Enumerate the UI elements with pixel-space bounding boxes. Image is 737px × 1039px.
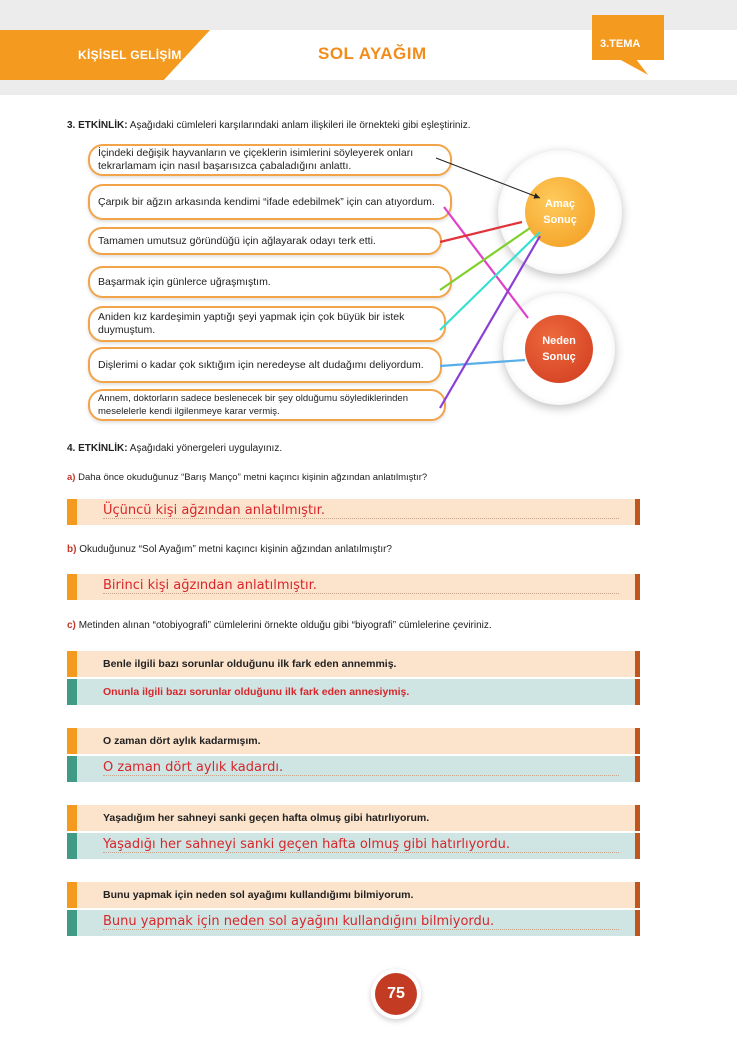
pair3-source: Yaşadığım her sahneyi sanki geçen hafta olmuş gibi hatırlıyorum. <box>103 812 430 824</box>
circle-amac-label-1: Amaç <box>545 198 575 210</box>
activity4-instruction: Aşağıdaki yönergeleri uygulayınız. <box>129 443 283 454</box>
question-a <box>67 472 427 483</box>
pair3-source-bar <box>67 805 640 831</box>
question-c-text: Metinden alınan “otobiyografi” cümlelerini örnekte olduğu gibi “biyografi” cümlelerine çeviriniz. <box>78 620 492 631</box>
question-b <box>67 544 392 555</box>
question-b-lead: b) <box>67 544 77 555</box>
activity3-instruction: Aşağıdaki cümleleri karşılarındaki anlam ilişkileri ile örnekteki gibi eşleştiriniz. <box>129 120 471 131</box>
answer-b-dots <box>103 593 619 594</box>
sentence-2[interactable]: Çarpık bir ağzın arkasında kendimi “ifade edebilmek” için can atıyordum. <box>88 184 452 220</box>
answer-b-text: Birinci kişi ağzından anlatılmıştır. <box>103 578 317 593</box>
pair2-source: O zaman dört aylık kadarmışım. <box>103 735 261 747</box>
activity4-heading <box>67 443 282 454</box>
pair1-source: Benle ilgili bazı sorunlar olduğunu ilk fark eden annemmiş. <box>103 658 397 670</box>
tema-label: 3.TEMA <box>600 38 641 50</box>
pair2-target: O zaman dört aylık kadardı. <box>103 760 284 775</box>
pair2-dots <box>103 775 619 776</box>
sentence-7[interactable]: Annem, doktorların sadece beslenecek bir şey olduğumu söylediklerinden meselelerle kendi ilgilenmeye karar vermiş. <box>88 389 446 421</box>
pair1-target-bar[interactable] <box>67 679 640 705</box>
sentence-5[interactable]: Aniden kız kardeşimin yaptığı şeyi yapmak için çok büyük bir istek duymuştum. <box>88 306 446 342</box>
question-a-text: Daha önce okuduğunuz “Barış Manço” metni kaçıncı kişinin ağzından anlatılmıştır? <box>78 472 428 483</box>
answer-a-bar[interactable] <box>67 499 640 525</box>
page-number: 75 <box>375 973 417 1015</box>
question-c-lead: c) <box>67 620 76 631</box>
circle-neden-label-2: Sonuç <box>542 351 576 363</box>
pair1-target: Onunla ilgili bazı sorunlar olduğunu ilk fark eden annesiymiş. <box>103 686 410 698</box>
pair4-target-bar[interactable] <box>67 910 640 936</box>
answer-a-text: Üçüncü kişi ağzından anlatılmıştır. <box>103 503 325 518</box>
activity3-heading <box>67 120 470 131</box>
circle-amac-label-2: Sonuç <box>543 214 577 226</box>
answer-a-dots <box>103 518 619 519</box>
activity4-label: 4. ETKİNLİK: <box>67 443 128 454</box>
page-title: SOL AYAĞIM <box>318 44 427 63</box>
sentence-6[interactable]: Dişlerimi o kadar çok sıktığım için neredeyse alt dudağımı deliyordum. <box>88 347 442 383</box>
section-label: KİŞİSEL GELİŞİM <box>78 48 182 62</box>
circle-neden-sonuc[interactable] <box>525 315 593 383</box>
activity3-label: 3. ETKİNLİK: <box>67 120 128 131</box>
question-c <box>67 620 492 631</box>
question-b-text: Okuduğunuz “Sol Ayağım” metni kaçıncı kişinin ağzından anlatılmıştır? <box>79 544 392 555</box>
pair4-target: Bunu yapmak için neden sol ayağını kullandığını bilmiyordu. <box>103 914 495 929</box>
pair3-target: Yaşadığı her sahneyi sanki geçen hafta olmuş gibi hatırlıyordu. <box>103 837 510 852</box>
pair3-target-bar[interactable] <box>67 833 640 859</box>
pair2-target-bar[interactable] <box>67 756 640 782</box>
circle-neden-label-1: Neden <box>542 335 576 347</box>
question-a-lead: a) <box>67 472 76 483</box>
pair3-dots <box>103 852 619 853</box>
sentence-1[interactable]: İçindeki değişik hayvanların ve çiçeklerin isimlerini söyleyerek onları tekrarlamam için nasıl başarısızca çabaladığını anlattı. <box>88 144 452 176</box>
circle-amac-sonuc[interactable] <box>525 177 595 247</box>
sentence-4[interactable]: Başarmak için günlerce uğraşmıştım. <box>88 266 452 298</box>
sentence-3[interactable]: Tamamen umutsuz göründüğü için ağlayarak odayı terk etti. <box>88 227 442 255</box>
pair4-dots <box>103 929 619 930</box>
pair4-source-bar <box>67 882 640 908</box>
pair1-source-bar <box>67 651 640 677</box>
answer-b-bar[interactable] <box>67 574 640 600</box>
pair4-source: Bunu yapmak için neden sol ayağımı kullandığımı bilmiyorum. <box>103 889 414 901</box>
pair2-source-bar <box>67 728 640 754</box>
